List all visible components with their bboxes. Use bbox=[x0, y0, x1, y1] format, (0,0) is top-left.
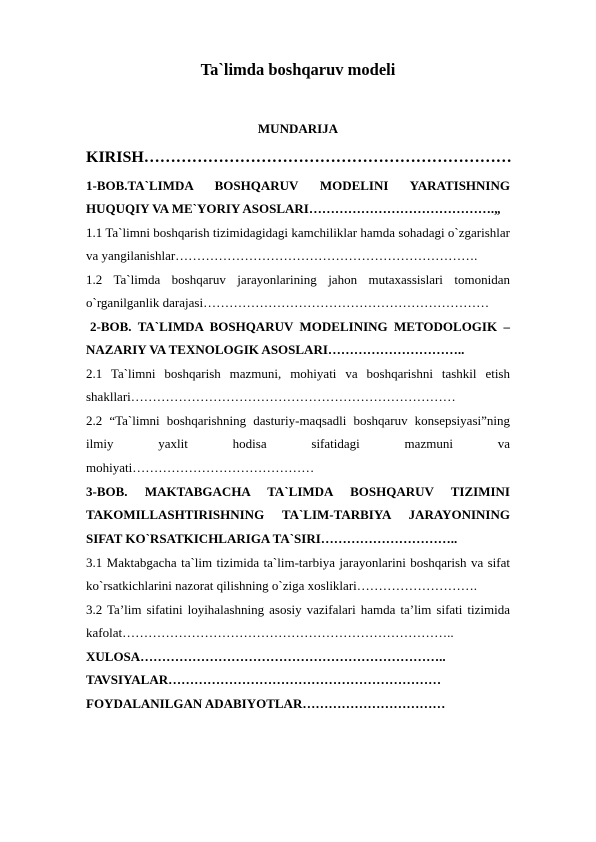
toc-section-2-1-line1: 2.1 Ta`limni boshqarish mazmuni, mohiyati va boshqarishni tashkil etish bbox=[86, 366, 510, 381]
toc-section-1-2-line1: 1.2 Ta`limda boshqaruv jarayonlarining jahon mutaxassislari tomonidan bbox=[86, 272, 510, 287]
toc-section-2-1-line2: shakllari………………………………………………………………… bbox=[86, 389, 456, 404]
toc-chapter3-line3: SIFAT KO`RSATKICHLARIGA TA`SIRI………………………….. bbox=[86, 531, 458, 546]
toc-section-2-2-line2: ilmiy yaxlit hodisa sifatidagi mazmuni va bbox=[86, 436, 510, 451]
toc-conclusion: XULOSA…………………………………………………………….. bbox=[86, 649, 446, 664]
toc-section-3-2-line2: kafolat………………………………………………………………….. bbox=[86, 625, 454, 640]
toc-section-3-1-line1: 3.1 Maktabgacha ta`lim tizimida ta`lim-tarbiya jarayonlarini boshqarish va sifat bbox=[86, 555, 510, 570]
toc-section-3-1-line2: ko`rsatkichlarini nazorat qilishning o`ziga xosliklari………………………. bbox=[86, 578, 478, 593]
toc-chapter2-line1: 2-BOB. TA`LIMDA BOSHQARUV MODELINING METODOLOGIK – bbox=[90, 319, 510, 334]
toc-chapter2-line2: NAZARIY VA TEXNOLOGIK ASOSLARI………………………….. bbox=[86, 342, 465, 357]
toc-section-2-2-line3: mohiyati…………………………………… bbox=[86, 460, 315, 475]
toc-references: FOYDALANILGAN ADABIYOTLAR…………………………… bbox=[86, 696, 446, 711]
toc-section-1-1-line1: 1.1 Ta`limni boshqarish tizimidagidagi kamchiliklar hamda sohadagi o`zgarishlar bbox=[86, 225, 510, 240]
toc-chapter3-line2: TAKOMILLASHTIRISHNING TA`LIM-TARBIYA JARAYONINING bbox=[86, 507, 510, 522]
document-title: Ta`limda boshqaruv modeli bbox=[200, 60, 396, 79]
toc-section-3-2-line1: 3.2 Ta’lim sifatini loyihalashning asosiy vazifalari hamda ta’lim sifati tizimida bbox=[86, 602, 510, 617]
toc-chapter1-line2: HUQUQIY VA ME`YORIY ASOSLARI…………………………………….„ bbox=[86, 201, 501, 216]
toc-section-1-1-line2: va yangilanishlar……………………………………………………………. bbox=[86, 248, 478, 263]
contents-heading: MUNDARIJA bbox=[257, 121, 339, 136]
toc-chapter1-line1: 1-BOB.TA`LIMDA BOSHQARUV MODELINI YARATISHNING bbox=[86, 178, 510, 193]
toc-chapter3-line1: 3-BOB. MAKTABGACHA TA`LIMDA BOSHQARUV TIZIMINI bbox=[86, 484, 510, 499]
toc-section-2-2-line1: 2.2 “Ta`limni boshqarishning dasturiy-maqsadli boshqaruv konsepsiyasi”ning bbox=[86, 413, 510, 428]
toc-recommendations: TAVSIYALAR……………………………………………………… bbox=[86, 672, 442, 687]
toc-intro: KIRISH…………………………………………………………… bbox=[86, 149, 512, 166]
toc-section-1-2-line2: o`rganilganlik darajasi………………………………………………………… bbox=[86, 295, 490, 310]
